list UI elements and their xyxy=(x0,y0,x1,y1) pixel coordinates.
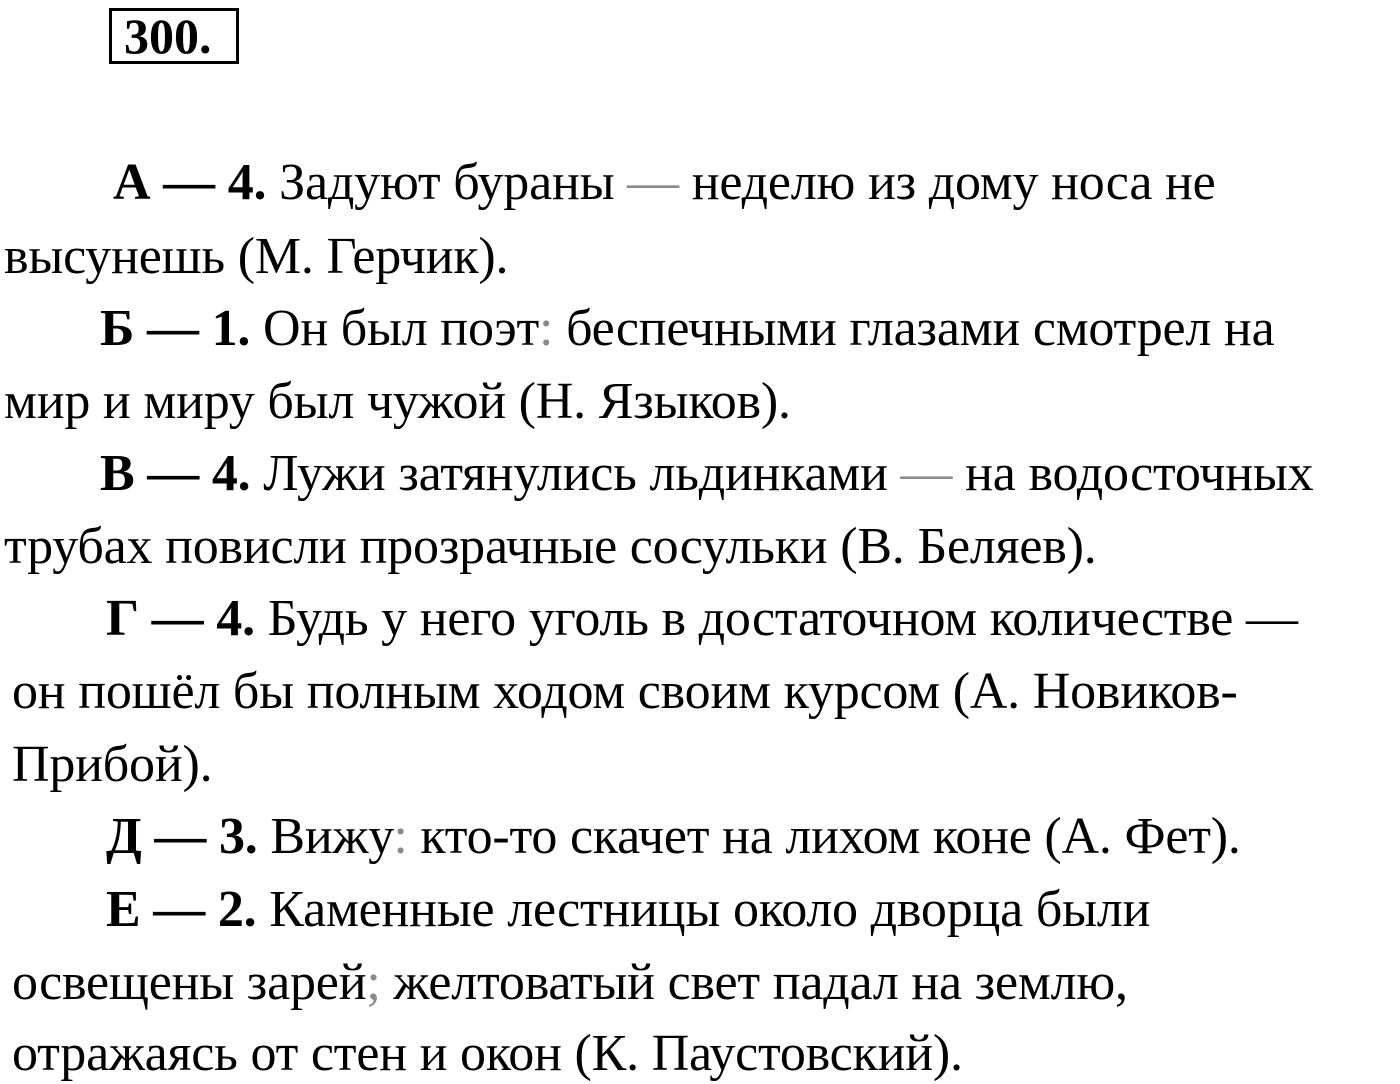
item-a-line-1 xyxy=(113,153,1216,213)
item-e-text-4: отражаясь от стен и окон (К. Паустовский). xyxy=(12,1025,963,1082)
item-b-text-1: Он был поэт xyxy=(250,300,540,357)
item-a-text-3: высунешь (М. Герчик). xyxy=(4,228,509,285)
item-g-line-1 xyxy=(106,589,1298,649)
item-v-label: В — 4. xyxy=(100,445,251,502)
item-e-semicolon: ; xyxy=(366,954,381,1011)
item-g-dash: — xyxy=(1245,590,1298,647)
item-g-line-3 xyxy=(12,735,212,795)
item-d-line-1 xyxy=(106,807,1241,867)
item-v-text-3: трубах повисли прозрачные сосульки (В. Беляев). xyxy=(4,518,1097,575)
item-v-dash: — xyxy=(900,445,953,502)
item-d-text-1: Вижу xyxy=(257,808,394,865)
item-b-text-2: беспечными глазами смотрел на xyxy=(553,300,1275,357)
item-e-text-1: Каменные лестницы около дворца были xyxy=(256,881,1151,938)
item-e-line-2 xyxy=(12,953,1128,1013)
item-b-line-1 xyxy=(100,299,1274,359)
item-v-text-2: на водосточных xyxy=(952,445,1314,502)
item-a-label: А — 4. xyxy=(113,154,267,211)
item-d-label: Д — 3. xyxy=(106,808,258,865)
exercise-number: 300. xyxy=(124,8,212,64)
item-g-text-1: Будь у него уголь в достаточном количестве xyxy=(254,590,1246,647)
item-g-text-2: он пошёл бы полным ходом своим курсом (А. Новиков- xyxy=(12,663,1238,720)
item-g-text-3: Прибой). xyxy=(12,736,213,793)
item-v-line-1 xyxy=(100,444,1313,504)
item-e-text-2: освещены зарей xyxy=(12,954,367,1011)
item-d-text-2: кто-то скачет на лихом коне (А. Фет). xyxy=(407,808,1241,865)
item-v-line-2 xyxy=(4,517,1097,577)
item-b-line-2 xyxy=(4,372,791,432)
item-e-line-1 xyxy=(106,880,1150,940)
item-e-label: Е — 2. xyxy=(106,881,257,938)
item-v-text-1: Лужи затянулись льдинками xyxy=(250,445,901,502)
item-g-label: Г — 4. xyxy=(106,590,255,647)
item-e-text-3: желтоватый свет падал на землю, xyxy=(380,954,1128,1011)
item-a-text-2: неделю из дому носа не xyxy=(678,154,1216,211)
item-b-colon: : xyxy=(539,300,554,357)
item-e-line-3 xyxy=(12,1024,963,1084)
item-g-line-2 xyxy=(12,662,1238,722)
item-a-text-1: Задуют бураны xyxy=(266,154,628,211)
item-d-colon: : xyxy=(393,808,408,865)
item-b-text-3: мир и миру был чужой (Н. Языков). xyxy=(4,373,791,430)
exercise-number-box xyxy=(109,8,239,64)
item-a-dash: — xyxy=(627,154,679,211)
item-a-line-2 xyxy=(4,227,508,287)
item-b-label: Б — 1. xyxy=(100,300,251,357)
